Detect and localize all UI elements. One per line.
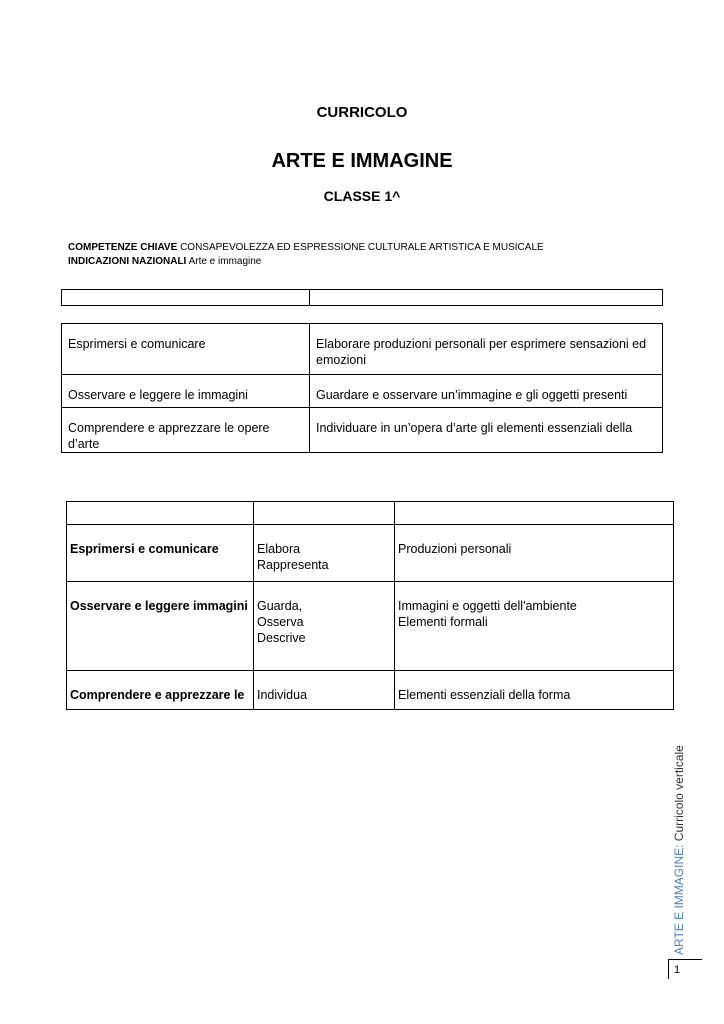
page-divider-vertical — [668, 959, 669, 979]
table-cell: Osservare e leggere le immagini — [62, 375, 310, 408]
subject-title: ARTE E IMMAGINE — [271, 150, 453, 172]
cropped-header-table — [61, 289, 663, 306]
class-title: CLASSE 1^ — [323, 188, 401, 204]
table-cell: Esprimersi e comunicare — [67, 525, 254, 582]
table-row — [67, 582, 674, 671]
competenze-line — [68, 242, 544, 253]
objectives-table — [66, 501, 674, 710]
side-running-header — [672, 745, 686, 955]
table-row — [62, 408, 663, 453]
indicazioni-value: Arte e immagine — [188, 256, 262, 267]
page-divider — [668, 959, 702, 960]
table-cell: Comprendere e apprezzare le opere d’arte — [62, 408, 310, 453]
curricolo-heading: CURRICOLO — [316, 104, 408, 121]
table-row — [67, 502, 674, 525]
table-cell: Elementi essenziali della forma — [395, 671, 674, 710]
table-cell: Produzioni personali — [395, 525, 674, 582]
table-row — [67, 525, 674, 582]
verb: Guarda, — [257, 599, 303, 613]
side-doc-title: Curricolo verticale — [672, 745, 686, 845]
verb: Elabora — [257, 542, 301, 556]
page-number: 1 — [674, 964, 681, 976]
side-subject: ARTE E IMMAGINE: — [672, 844, 686, 955]
competences-table — [61, 323, 663, 453]
verb: Rappresenta — [257, 558, 329, 572]
verb: Descrive — [257, 631, 306, 645]
table-cell: Elaborare produzioni personali per esprimere sensazioni ed emozioni — [310, 324, 663, 375]
content-item: Immagini e oggetti dell'ambiente — [398, 599, 577, 613]
table-cell: Individua — [254, 671, 395, 710]
competenze-value: CONSAPEVOLEZZA ED ESPRESSIONE CULTURALE ARTISTICA E MUSICALE — [180, 242, 544, 253]
header-cell — [395, 502, 674, 525]
table-cell: Individuare in un’opera d’arte gli elementi essenziali della — [310, 408, 663, 453]
header-cell — [62, 290, 310, 306]
table-cell — [254, 582, 395, 671]
table-cell: Comprendere e apprezzare le — [67, 671, 254, 710]
verb: Osserva — [257, 615, 304, 629]
indicazioni-label: INDICAZIONI NAZIONALI — [68, 256, 187, 267]
content-item: Elementi formali — [398, 615, 488, 629]
table-cell — [254, 525, 395, 582]
table-row — [62, 375, 663, 408]
header-cell — [67, 502, 254, 525]
table-row — [62, 324, 663, 375]
competenze-label: COMPETENZE CHIAVE — [68, 242, 178, 253]
header-cell — [310, 290, 663, 306]
table-cell — [395, 582, 674, 671]
header-cell — [254, 502, 395, 525]
table-cell: Guardare e osservare un’immagine e gli oggetti presenti — [310, 375, 663, 408]
table-cell: Esprimersi e comunicare — [62, 324, 310, 375]
indicazioni-line — [68, 256, 261, 267]
table-row — [67, 671, 674, 710]
table-cell: Osservare e leggere immagini — [67, 582, 254, 671]
